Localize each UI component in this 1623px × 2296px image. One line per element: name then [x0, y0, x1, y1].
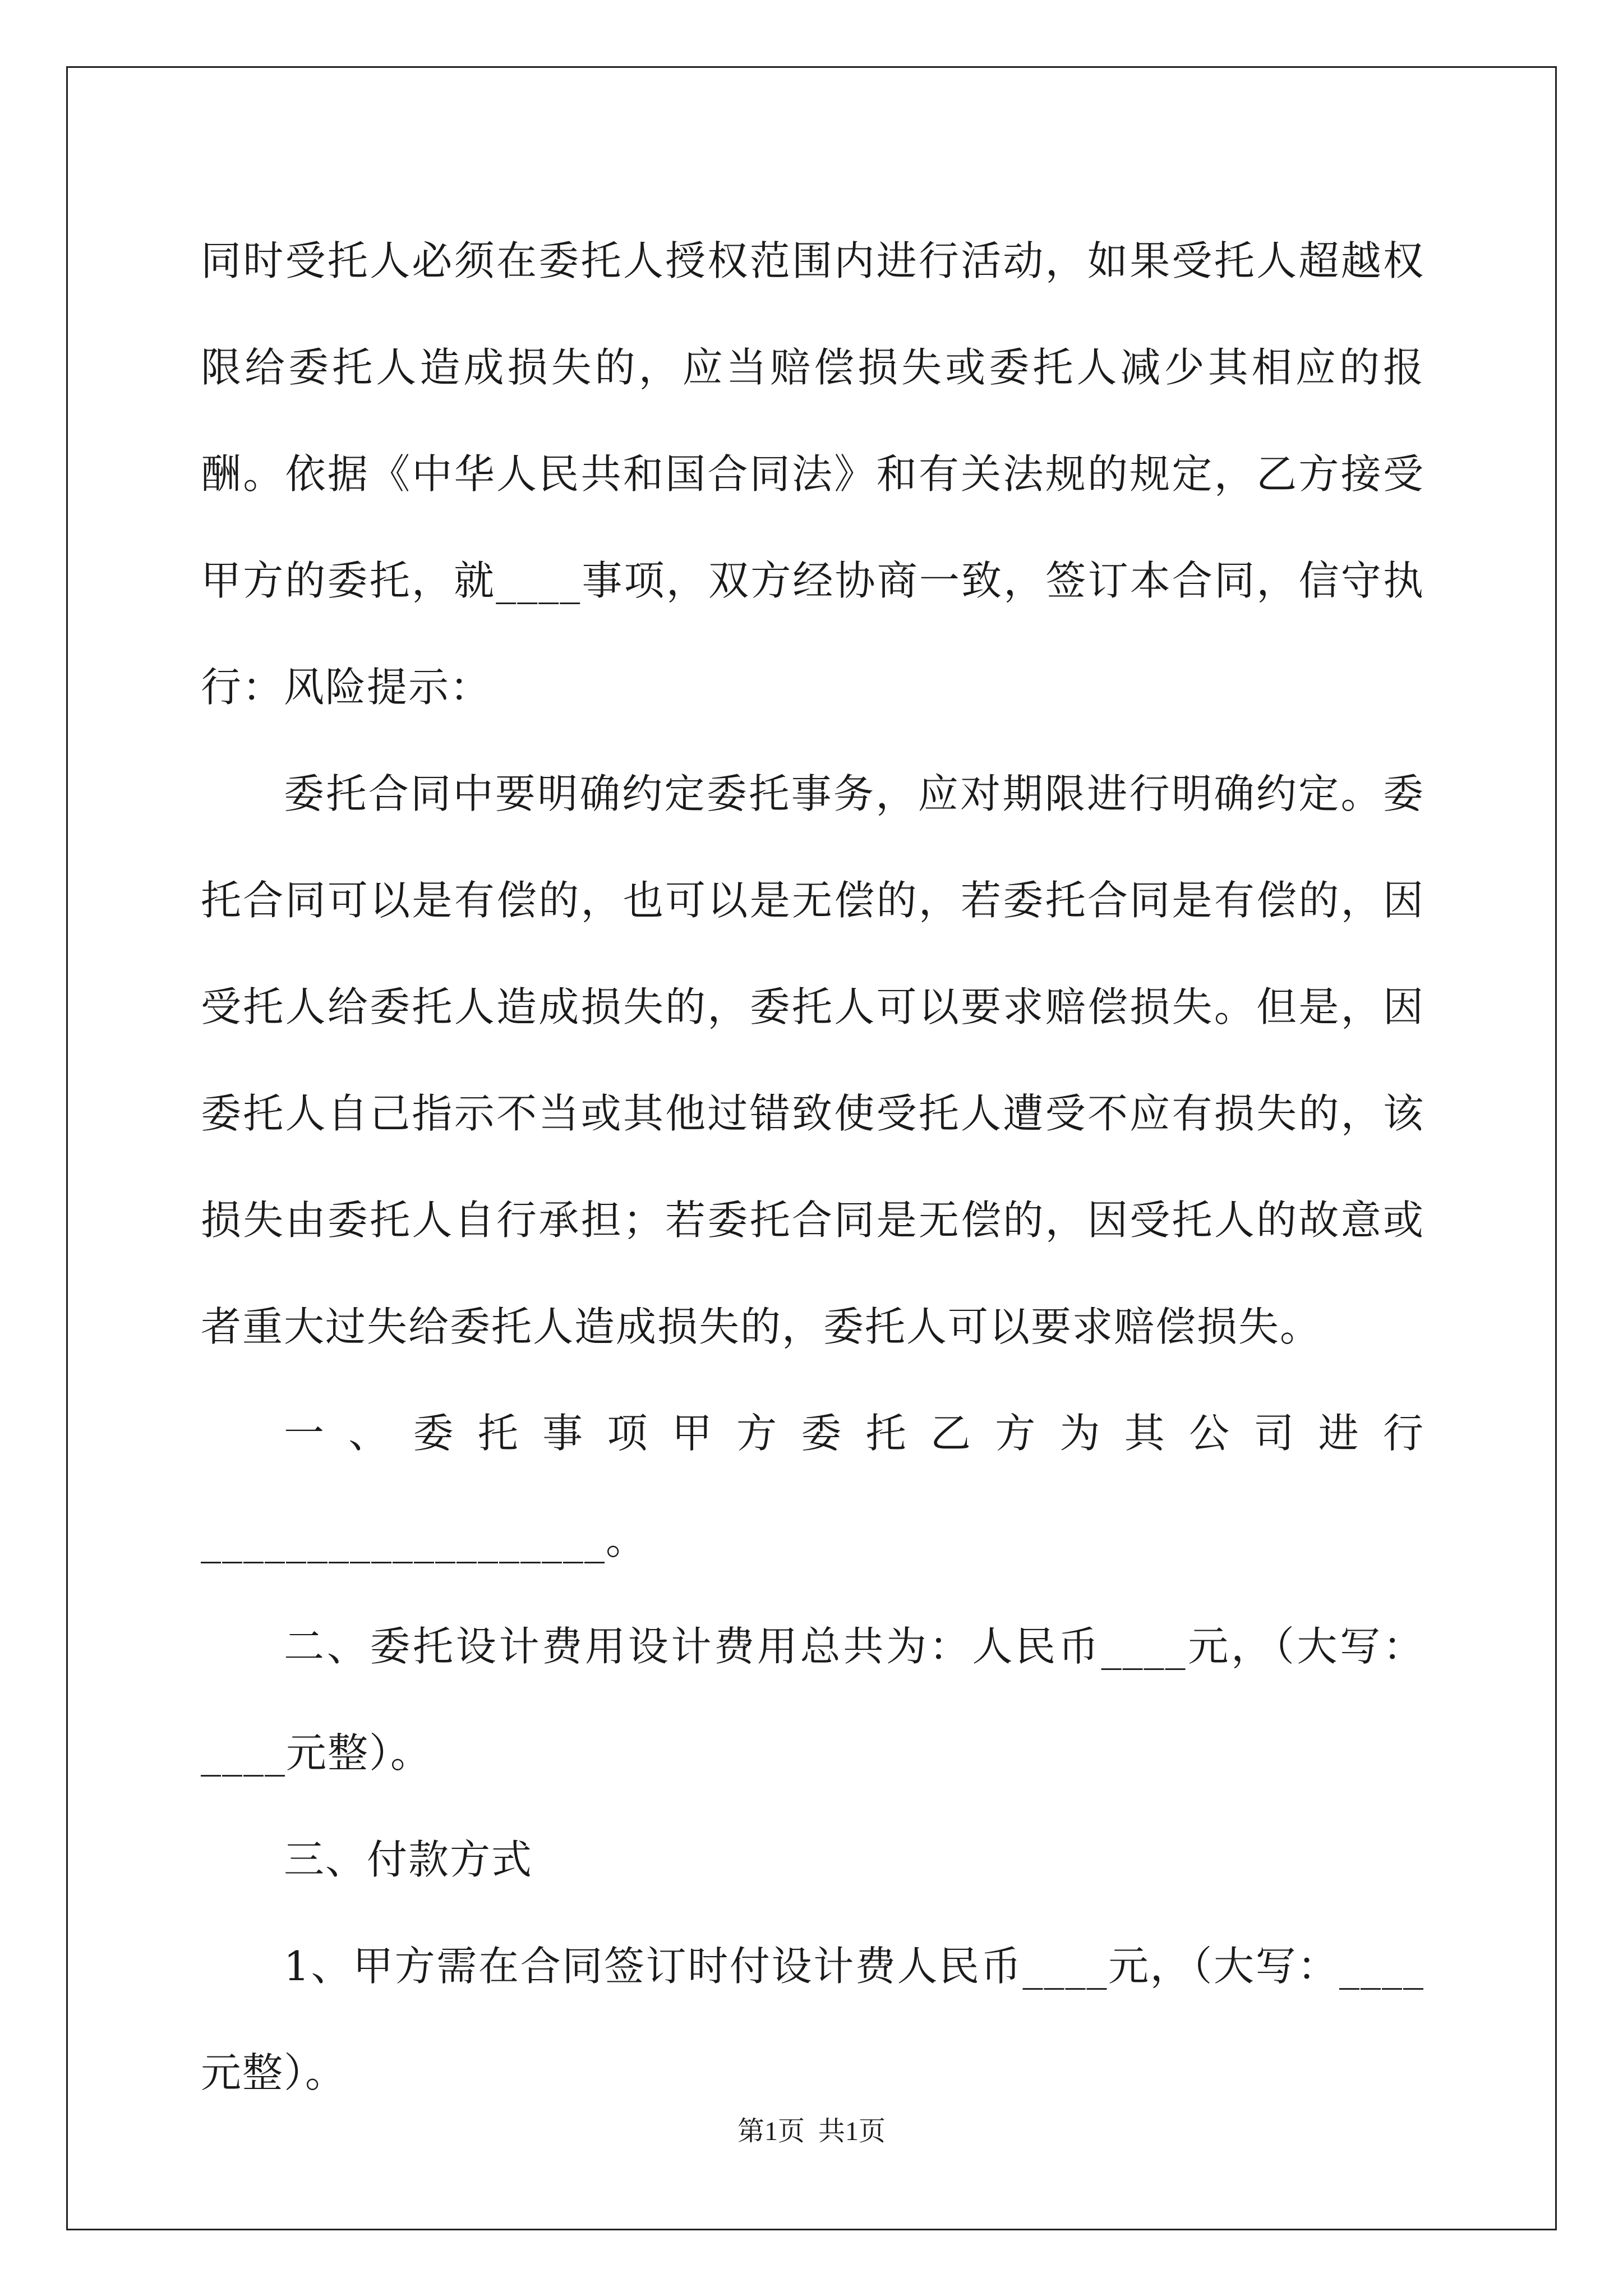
paragraph-continuation: 同时受托人必须在委托人授权范围内进行活动，如果受托人超越权限给委托人造成损失的，应当赔偿损失或委托人减少其相应的报酬。依据《中华人民共和国合同法》和有关法规的规定，乙方接受甲方的委托，就____事项，双方经协商一致，签订本合同，信守执行：风险提示：	[201, 237, 1424, 711]
clause-3-item-1: 1、甲方需在合同签订时付设计费人民币____元，（大写：____元整）。	[201, 1943, 1424, 2096]
paragraph-risk-note: 委托合同中要明确约定委托事务，应对期限进行明确约定。委托合同可以是有偿的，也可以是无偿的，若委托合同是有偿的，因受托人给委托人造成损失的，委托人可以要求赔偿损失。但是，因委托人自己指示不当或其他过错致使受托人遭受不应有损失的，该损失由委托人自行承担；若委托合同是无偿的，因受托人的故意或者重大过失给委托人造成损失的，委托人可以要求赔偿损失。	[201, 770, 1424, 1350]
clause-2-design-fee: 二、委托设计费用设计费用总共为：人民币____元，（大写：____元整）。	[201, 1623, 1424, 1777]
page-number-text: 第1页 共1页	[737, 2116, 886, 2146]
clause-1-entrusted-matter: 一、委托事项甲方委托乙方为其公司进行___________________。	[201, 1410, 1424, 1563]
page-number-footer	[0, 2115, 1623, 2148]
clause-3-payment-method: 三、付款方式	[284, 1836, 533, 1883]
document-body	[201, 208, 1424, 2126]
